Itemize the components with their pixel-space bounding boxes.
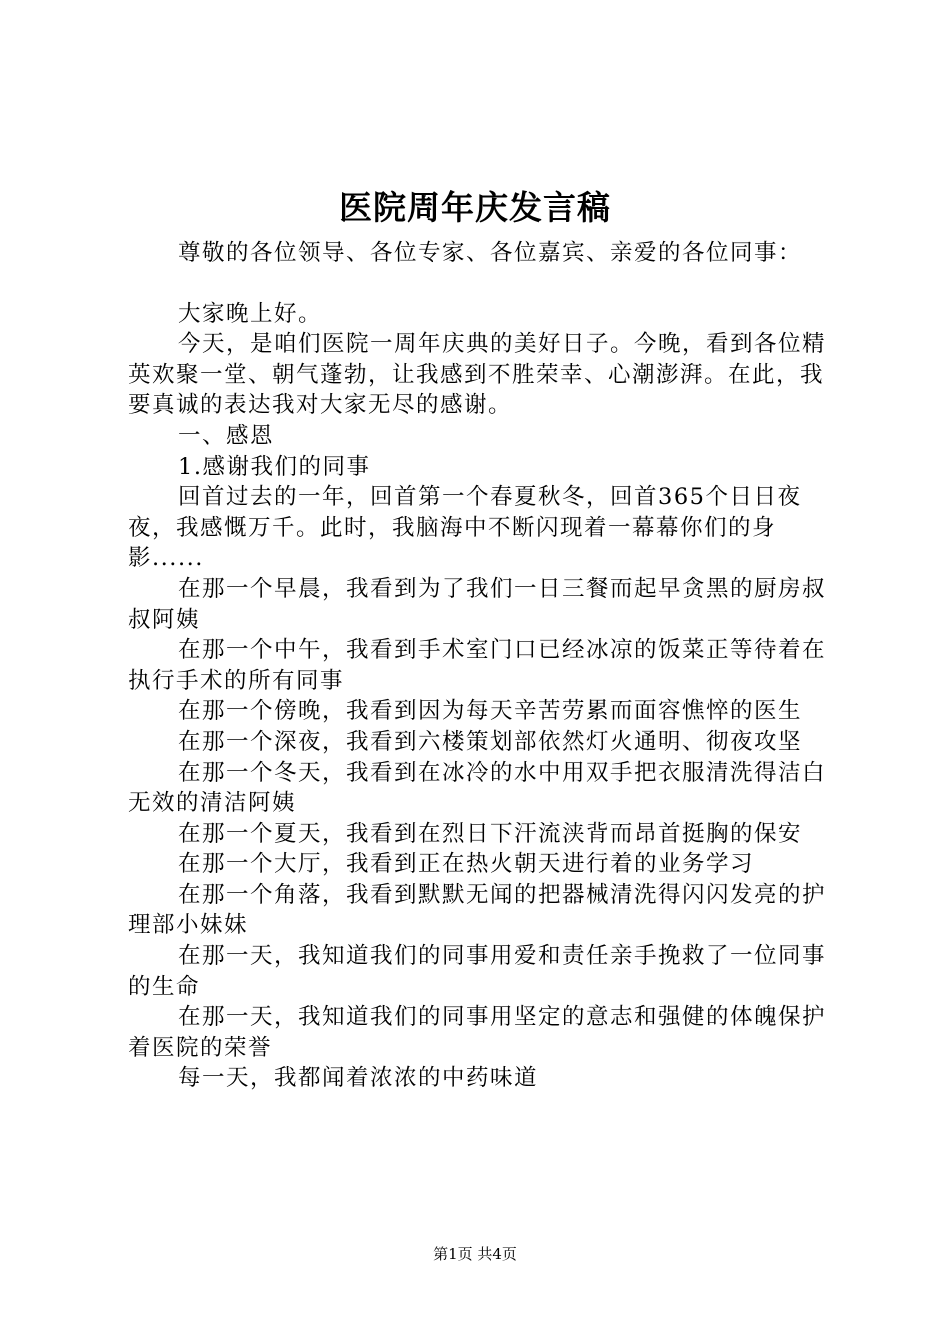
paragraph: 每一天，我都闻着浓浓的中药味道 <box>178 1065 539 1092</box>
paragraph: 在那一个早晨，我看到为了我们一日三餐而起早贪黑的厨房叔叔阿姨 <box>128 575 827 633</box>
paragraph-salutation: 尊敬的各位领导、各位专家、各位嘉宾、亲爱的各位同事： <box>178 240 803 266</box>
document-body <box>128 238 838 1094</box>
paragraph: 在那一天，我知道我们的同事用爱和责任亲手挽救了一位同事的生命 <box>128 943 827 1000</box>
paragraph: 在那一个冬天，我看到在冰冷的水中用双手把衣服清洗得洁白无效的清洁阿姨 <box>128 759 827 817</box>
page-footer: 第1页 共4页 <box>433 1245 517 1263</box>
subsection-heading: 1.感谢我们的同事 <box>178 453 371 480</box>
paragraph: 回首过去的一年，回首第一个春夏秋冬，回首365个日日夜夜，我感慨万千。此时，我脑海中不断闪现着一幕幕你们的身影...... <box>128 484 802 572</box>
paragraph: 在那一个傍晚，我看到因为每天辛苦劳累而面容憔悴的医生 <box>178 698 803 725</box>
paragraph: 在那一个中午，我看到手术室门口已经冰凉的饭菜正等待着在执行手术的所有同事 <box>128 637 827 694</box>
paragraph: 在那一个夏天，我看到在烈日下汗流浃背而昂首挺胸的保安 <box>178 820 803 847</box>
paragraph: 在那一个深夜，我看到六楼策划部依然灯火通明、彻夜攻坚 <box>178 728 803 755</box>
section-heading: 一、感恩 <box>178 422 275 449</box>
paragraph-greeting: 大家晚上好。 <box>178 300 323 327</box>
paragraph-intro: 今天，是咱们医院一周年庆典的美好日子。今晚，看到各位精英欢聚一堂、朝气蓬勃，让我感到不胜荣幸、心潮澎湃。在此，我要真诚的表达我对大家无尽的感谢。 <box>128 331 827 419</box>
paragraph: 在那一天，我知道我们的同事用坚定的意志和强健的体魄保护着医院的荣誉 <box>128 1004 827 1061</box>
paragraph: 在那一个角落，我看到默默无闻的把器械清洗得闪闪发亮的护理部小妹妹 <box>128 881 827 939</box>
document-title: 医院周年庆发言稿 <box>339 188 611 227</box>
paragraph: 在那一个大厅，我看到正在热火朝天进行着的业务学习 <box>178 851 755 878</box>
